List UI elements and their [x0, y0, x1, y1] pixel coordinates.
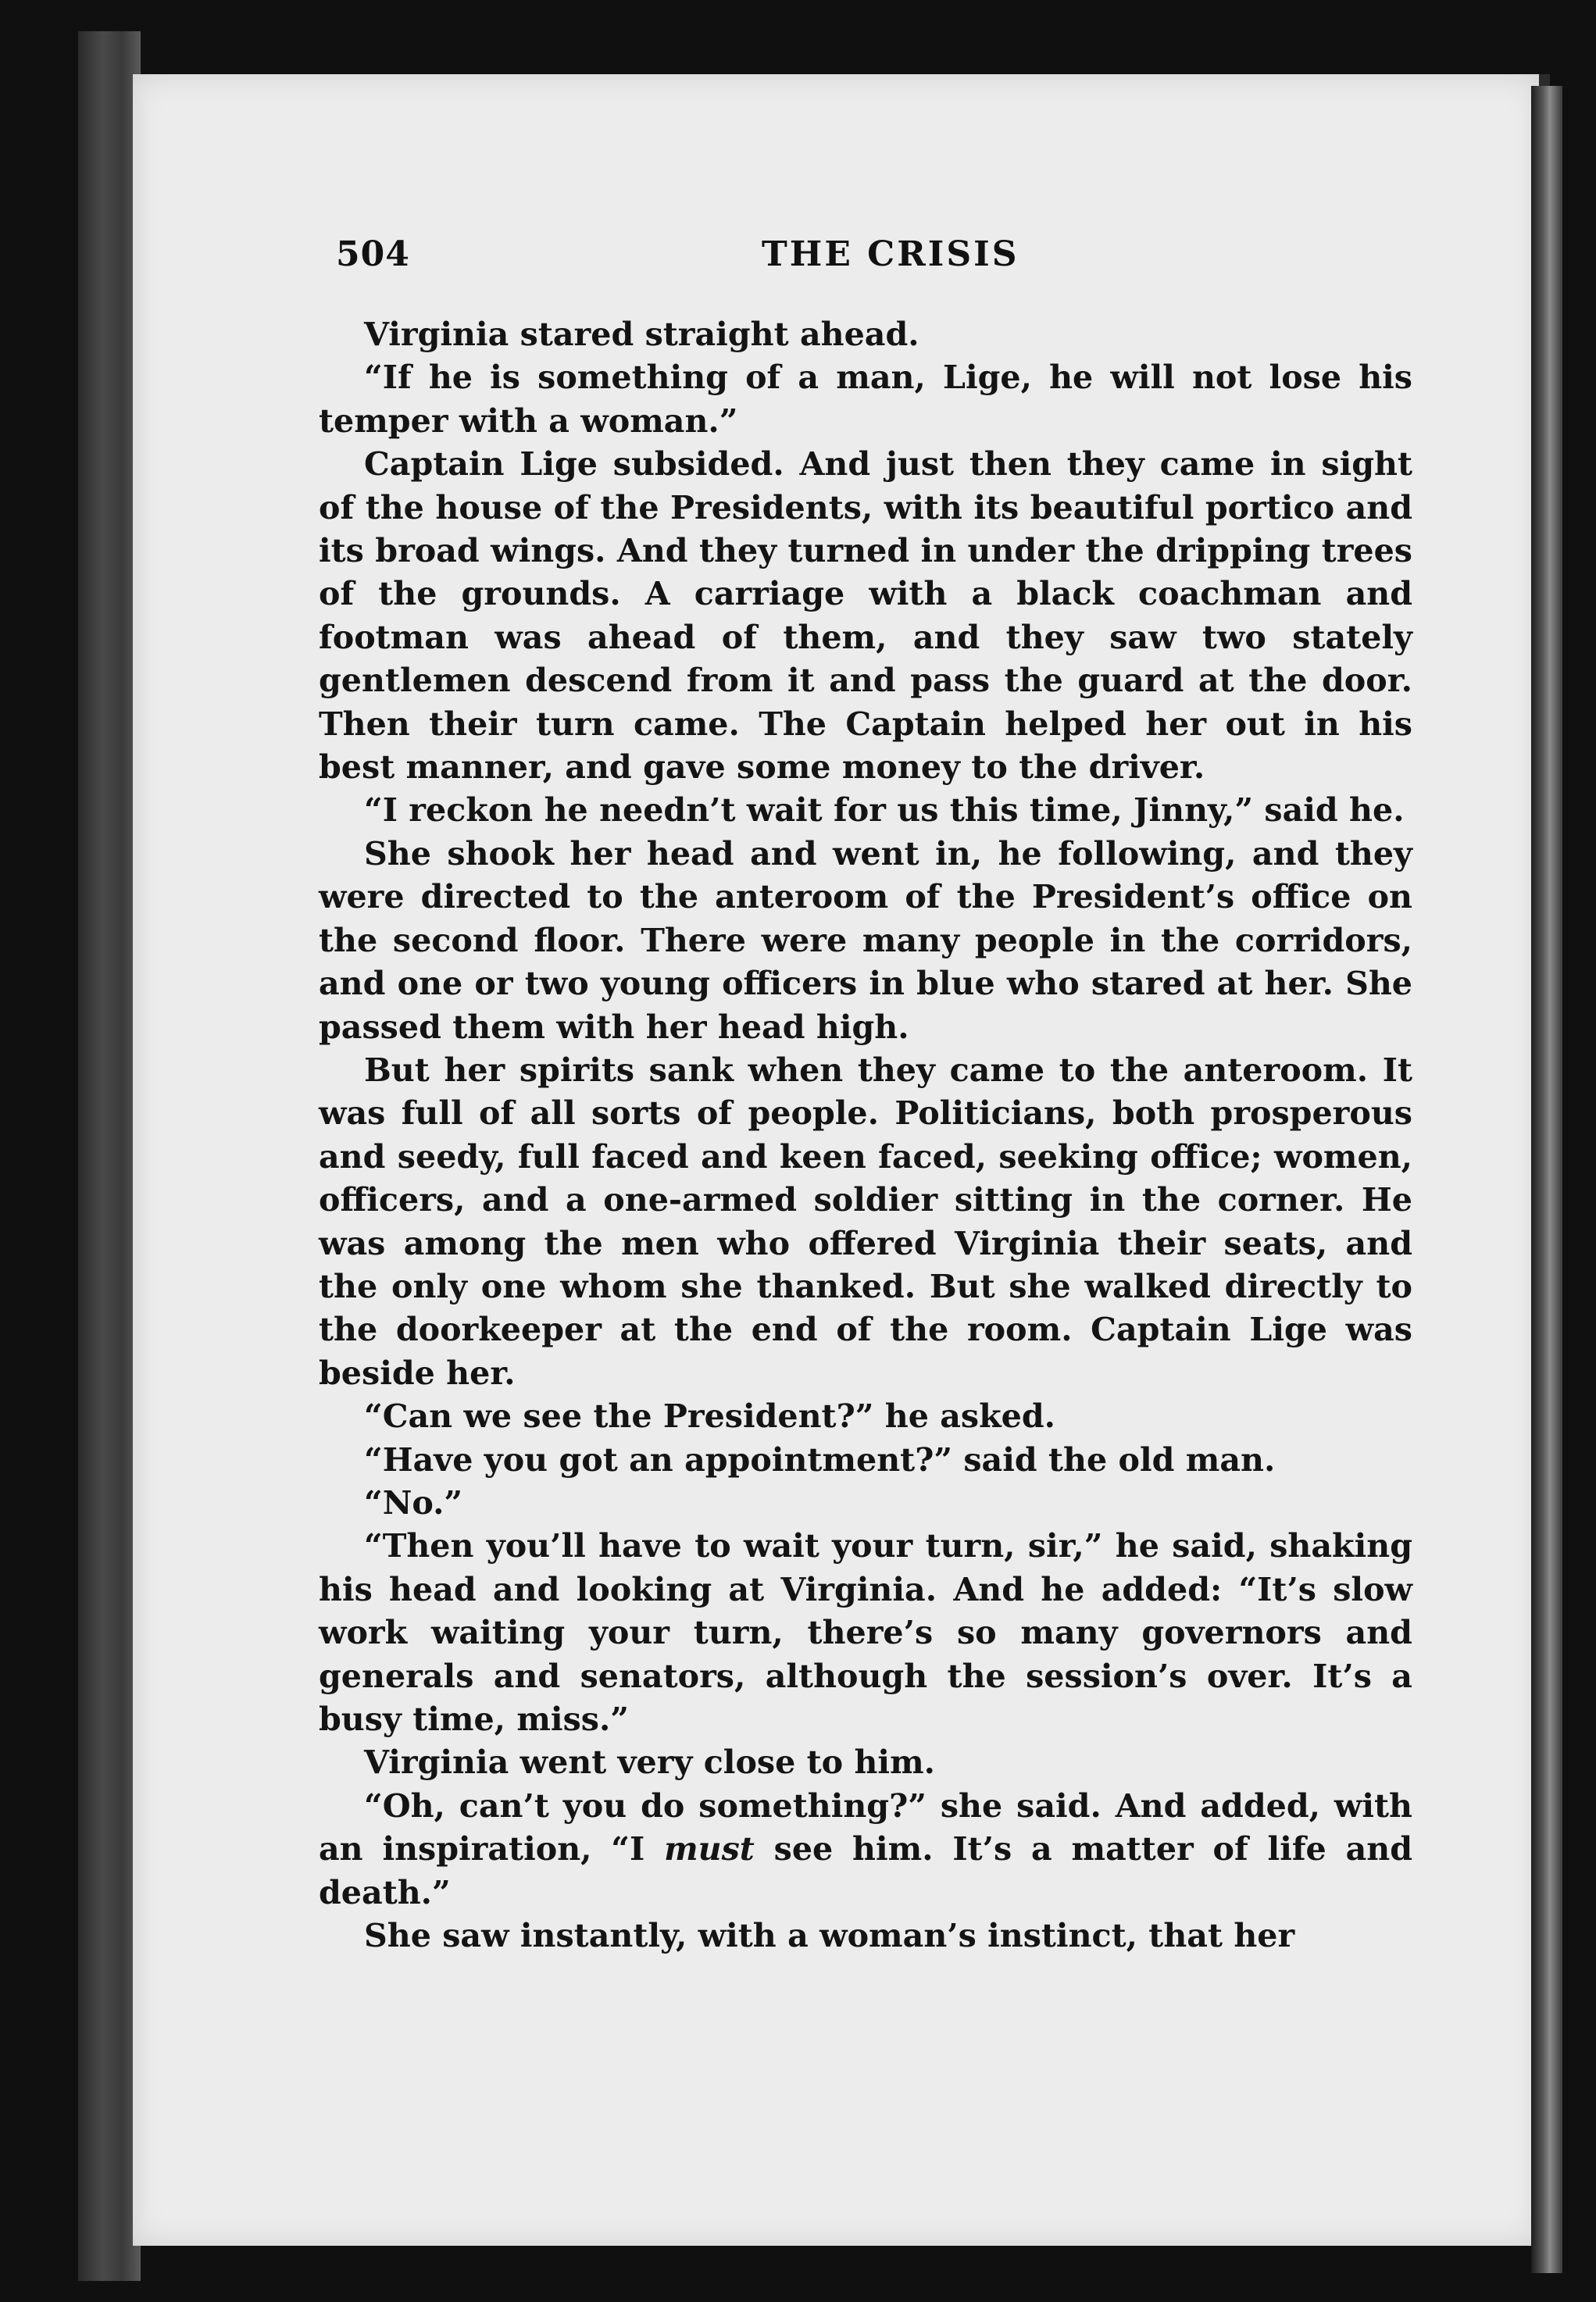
paragraph: But her spirits sank when they came to the anteroom. It was full of all sorts of people. Politicians, both prosperous and seedy, full faced and keen faced, seeking office; women, officers, and a one-armed soldier sitting in the corner. He was among the men who offered Virginia their seats, and the only one whom she thanked. But she walked directly to the doorkeeper at the end of the room. Captain Lige was beside her.: [319, 1050, 1412, 1392]
book-edge-left: [78, 31, 141, 2281]
text-run: see him. It’s a matter of life and death.”: [319, 1829, 1413, 1911]
paragraph: She saw instantly, with a woman’s instinct, that her: [364, 1916, 1295, 1955]
running-title: THE CRISIS: [762, 234, 1019, 274]
emphasized-word: must: [664, 1829, 755, 1868]
paragraph: Captain Lige subsided. And just then they came in sight of the house of the Presidents, with its beautiful portico and its broad wings. And they turned in under the dripping trees of the grounds. A carriage with a black coachman and footman was ahead of them, and they saw two stately gentlemen descend from it and pass the guard at the door. Then their turn came. The Captain helped her out in his best manner, and gave some money to the driver.: [319, 444, 1412, 787]
paragraph: “Have you got an appointment?” said the old man.: [364, 1440, 1276, 1479]
body-text: [319, 312, 1412, 1957]
book-edge-right: [1531, 86, 1562, 2273]
paragraph: “I reckon he needn’t wait for us this time, Jinny,” said he.: [364, 791, 1405, 830]
paragraph-with-emphasis: [319, 1784, 1412, 1914]
text-run: “Oh, can’t you do something?” she said. And added, with an inspiration, “I: [319, 1786, 1412, 1868]
paragraph: “No.”: [364, 1483, 463, 1522]
paragraph: “Can we see the President?” he asked.: [364, 1397, 1055, 1436]
paragraph: Virginia went very close to him.: [364, 1743, 935, 1782]
paragraph: Virginia stared straight ahead.: [364, 315, 919, 353]
paragraph: “Then you’ll have to wait your turn, sir,” he said, shaking his head and looking at Virginia. And he added: “It’s slow work waiting your turn, there’s so many governors and generals and senators, although the session’s over. It’s a busy time, miss.”: [319, 1526, 1412, 1738]
paragraph: “If he is something of a man, Lige, he will not lose his temper with a woman.”: [319, 358, 1412, 440]
page-header: [336, 234, 1430, 281]
paragraph: She shook her head and went in, he following, and they were directed to the anteroom of the President’s office on the second floor. There were many people in the corridors, and one or two young officers in blue who stared at her. She passed them with her head high.: [319, 833, 1412, 1046]
page-number: 504: [336, 234, 410, 274]
